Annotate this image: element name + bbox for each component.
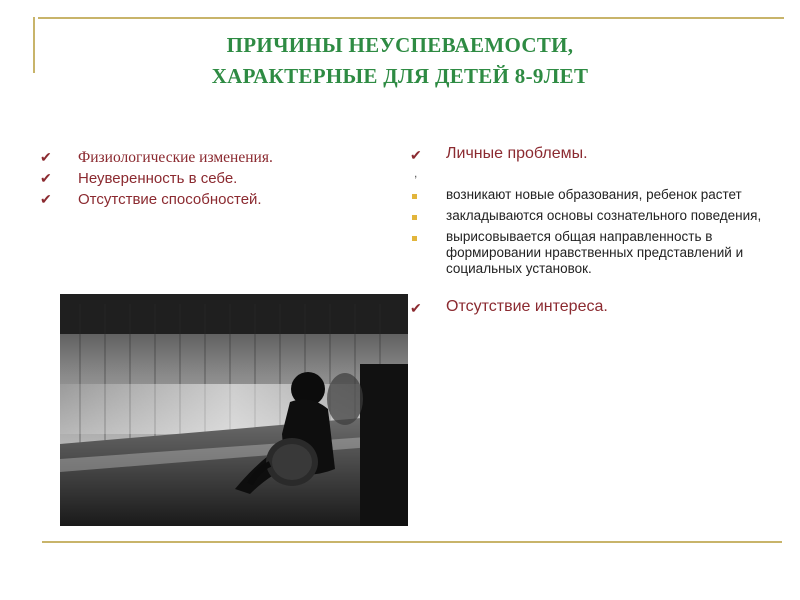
check-icon: ✔ <box>40 149 52 165</box>
left-list-item <box>40 147 380 168</box>
separator-text: , <box>414 166 418 180</box>
right-list-item <box>410 143 770 165</box>
sub-list-item <box>410 229 770 277</box>
sub-list-item-text: закладываются основы сознательного поведения, <box>446 208 762 223</box>
sub-list-item-text: возникают новые образования, ребенок растет <box>446 187 742 202</box>
check-icon: ✔ <box>410 147 422 163</box>
right-list-item-text: Отсутствие интереса. <box>446 298 608 315</box>
frame-left-line <box>33 17 35 73</box>
title-line-1: ПРИЧИНЫ НЕУСПЕВАЕМОСТИ, <box>226 33 574 57</box>
left-bullet-list <box>40 147 380 210</box>
corridor-photo-illustration <box>60 294 408 526</box>
square-bullet-icon <box>412 194 417 199</box>
sub-list-item-text: вырисовывается общая направленность в формировании нравственных представлений и социальных установок. <box>446 229 744 276</box>
check-icon: ✔ <box>40 170 52 186</box>
frame-top-line <box>38 17 784 19</box>
sub-bullet-list <box>410 187 770 277</box>
right-list-item <box>410 296 770 318</box>
square-bullet-icon <box>412 236 417 241</box>
sub-list-item <box>410 187 770 203</box>
sub-list-item <box>410 208 770 224</box>
right-list-item-text: Личные проблемы. <box>446 145 588 162</box>
left-list-item-text: Неуверенность в себе. <box>78 170 238 187</box>
square-bullet-icon <box>412 215 417 220</box>
check-icon: ✔ <box>410 300 422 316</box>
left-list-item <box>40 168 380 189</box>
photo-child-in-corridor <box>60 294 408 526</box>
left-list-item <box>40 189 380 210</box>
check-icon: ✔ <box>40 191 52 207</box>
left-list-item-text: Отсутствие способностей. <box>78 191 262 208</box>
right-bullet-list <box>410 143 770 318</box>
left-list-item-text: Физиологические изменения. <box>78 149 273 166</box>
title-line-2: ХАРАКТЕРНЫЕ ДЛЯ ДЕТЕЙ 8-9ЛЕТ <box>211 64 589 88</box>
slide-title <box>100 30 700 92</box>
frame-bottom-line <box>42 541 782 543</box>
